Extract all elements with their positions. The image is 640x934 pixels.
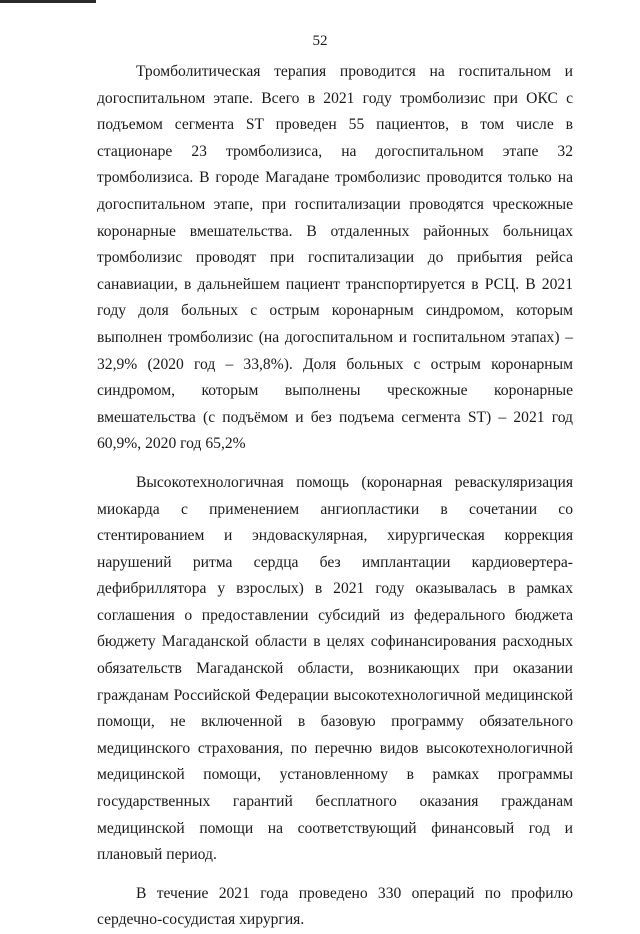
document-body — [97, 59, 573, 934]
paragraph-high-tech-care: Высокотехнологичная помощь (коронарная реваскуляризация миокарда с применением ангиопластики в сочетании со стентированием и эндоваскулярная, хирургическая коррекция нарушений ритма сердца без имплантации кардиовертера-дефибриллятора у взрослых) в 2021 году оказывалась в рамках соглашения о предоставлении субсидий из федерального бюджета бюджету Магаданской области в целях софинансирования расходных обязательств Магаданской области, возникающих при оказании гражданам Российской Федерации высокотехнологичной медицинской помощи, не включенной в базовую программу обязательного медицинского страхования, по перечню видов высокотехнологичной медицинской помощи, установленному в рамках программы государственных гарантий бесплатного оказания гражданам медицинской помощи на соответствующий финансовый год и плановый период. — [97, 473, 573, 864]
page-number: 52 — [312, 33, 328, 49]
scan-edge-mark — [0, 0, 96, 3]
paragraph-surgery-count: В течение 2021 года проведено 330 операций по профилю сердечно-сосудистая хирургия. — [97, 884, 573, 929]
paragraph-thrombolytic-therapy: Тромболитическая терапия проводится на госпитальном и догоспитальном этапе. Всего в 2021 году тромболизис при ОКС с подъемом сегмента ST проведен 55 пациентов, в том числе в стационаре 23 тромболизиса, на догоспитальном этапе 32 тромболизиса. В городе Магадане тромболизис проводится только на догоспитальном этапе, при госпитализации проводятся чрескожные коронарные вмешательства. В отдаленных районных больницах тромболизис проводят при госпитализации до прибытия рейса санавиации, в дальнейшем пациент транспортируется в РСЦ. В 2021 году доля больных с острым коронарным синдромом, которым выполнен тромболизис (на догоспитальном и госпитальном этапах) – 32,9% (2020 год – 33,8%). Доля больных с острым коронарным синдромом, которым выполнены чрескожные коронарные вмешательства (с подъёмом и без подъема сегмента ST) – 2021 год 60,9%, 2020 год 65,2% — [97, 63, 573, 453]
